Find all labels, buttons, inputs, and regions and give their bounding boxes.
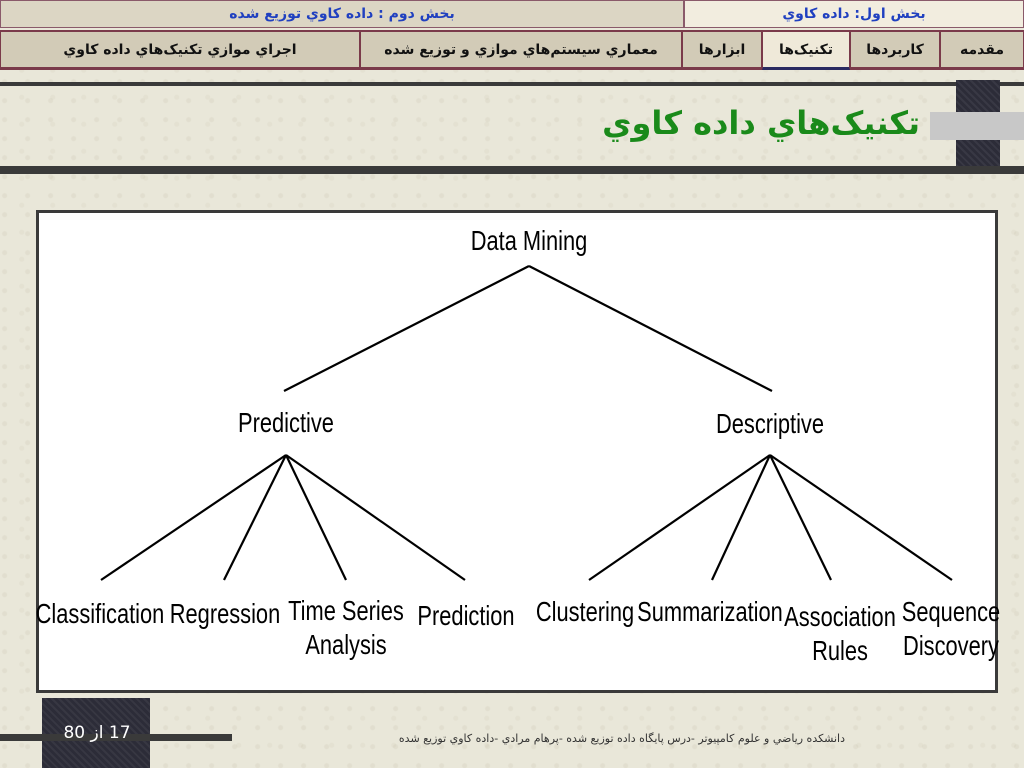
edge-root-descriptive <box>529 266 772 391</box>
node-sequence-discovery: Sequence Discovery <box>901 596 1001 661</box>
tab-tools[interactable]: ابزارها <box>682 30 762 70</box>
slide-title: تکنيک‌هاي داده کاوي <box>602 104 920 142</box>
data-mining-tree-diagram <box>35 210 1001 693</box>
edge-predictive-prediction <box>286 455 465 580</box>
footer-caption: دانشكده رياضي و علوم كامپيوتر -درس پايگاه داده توزيع شده -پرهام مرادي -داده كاوي توزيع شده <box>398 732 845 745</box>
edge-root-predictive <box>284 266 529 391</box>
node-classification: Classification <box>35 598 165 629</box>
edge-descriptive-clustering <box>589 455 770 580</box>
nav-tabs <box>0 30 1024 70</box>
edge-predictive-regression <box>224 455 286 580</box>
edge-predictive-timeseries <box>286 455 346 580</box>
node-predictive: Predictive <box>238 407 334 438</box>
edge-descriptive-association <box>770 455 831 580</box>
node-prediction: Prediction <box>417 600 515 631</box>
node-summarization: Summarization <box>637 596 783 627</box>
section-two-link[interactable]: بخش دوم : داده کاوي توزيع شده <box>0 0 684 28</box>
edge-descriptive-sequence <box>770 455 952 580</box>
section-one-link[interactable]: بخش اول: داده کاوي <box>684 0 1024 28</box>
node-clustering: Clustering <box>535 596 635 627</box>
divider-top <box>0 82 1024 86</box>
tab-parallel-execution[interactable]: اجراي موازي تکنيک‌هاي داده کاوي <box>0 30 360 70</box>
tab-applications[interactable]: کاربردها <box>850 30 940 70</box>
node-regression: Regression <box>169 598 281 629</box>
title-stripe <box>930 112 1024 140</box>
node-descriptive: Descriptive <box>715 408 825 439</box>
tab-introduction[interactable]: مقدمه <box>940 30 1024 70</box>
tab-architecture[interactable]: معماري سيستم‌هاي موازي و توزيع شده <box>360 30 682 70</box>
node-data-mining: Data Mining <box>470 225 588 256</box>
tab-techniques[interactable]: تکنيک‌ها <box>762 30 850 70</box>
divider-bottom <box>0 166 1024 174</box>
edge-predictive-classification <box>101 455 286 580</box>
page-counter: 17 از 80 <box>63 723 131 743</box>
node-time-series-analysis: Time Series Analysis <box>288 595 404 660</box>
node-association-rules: Association Rules <box>784 601 896 666</box>
section-bar <box>0 0 1024 30</box>
